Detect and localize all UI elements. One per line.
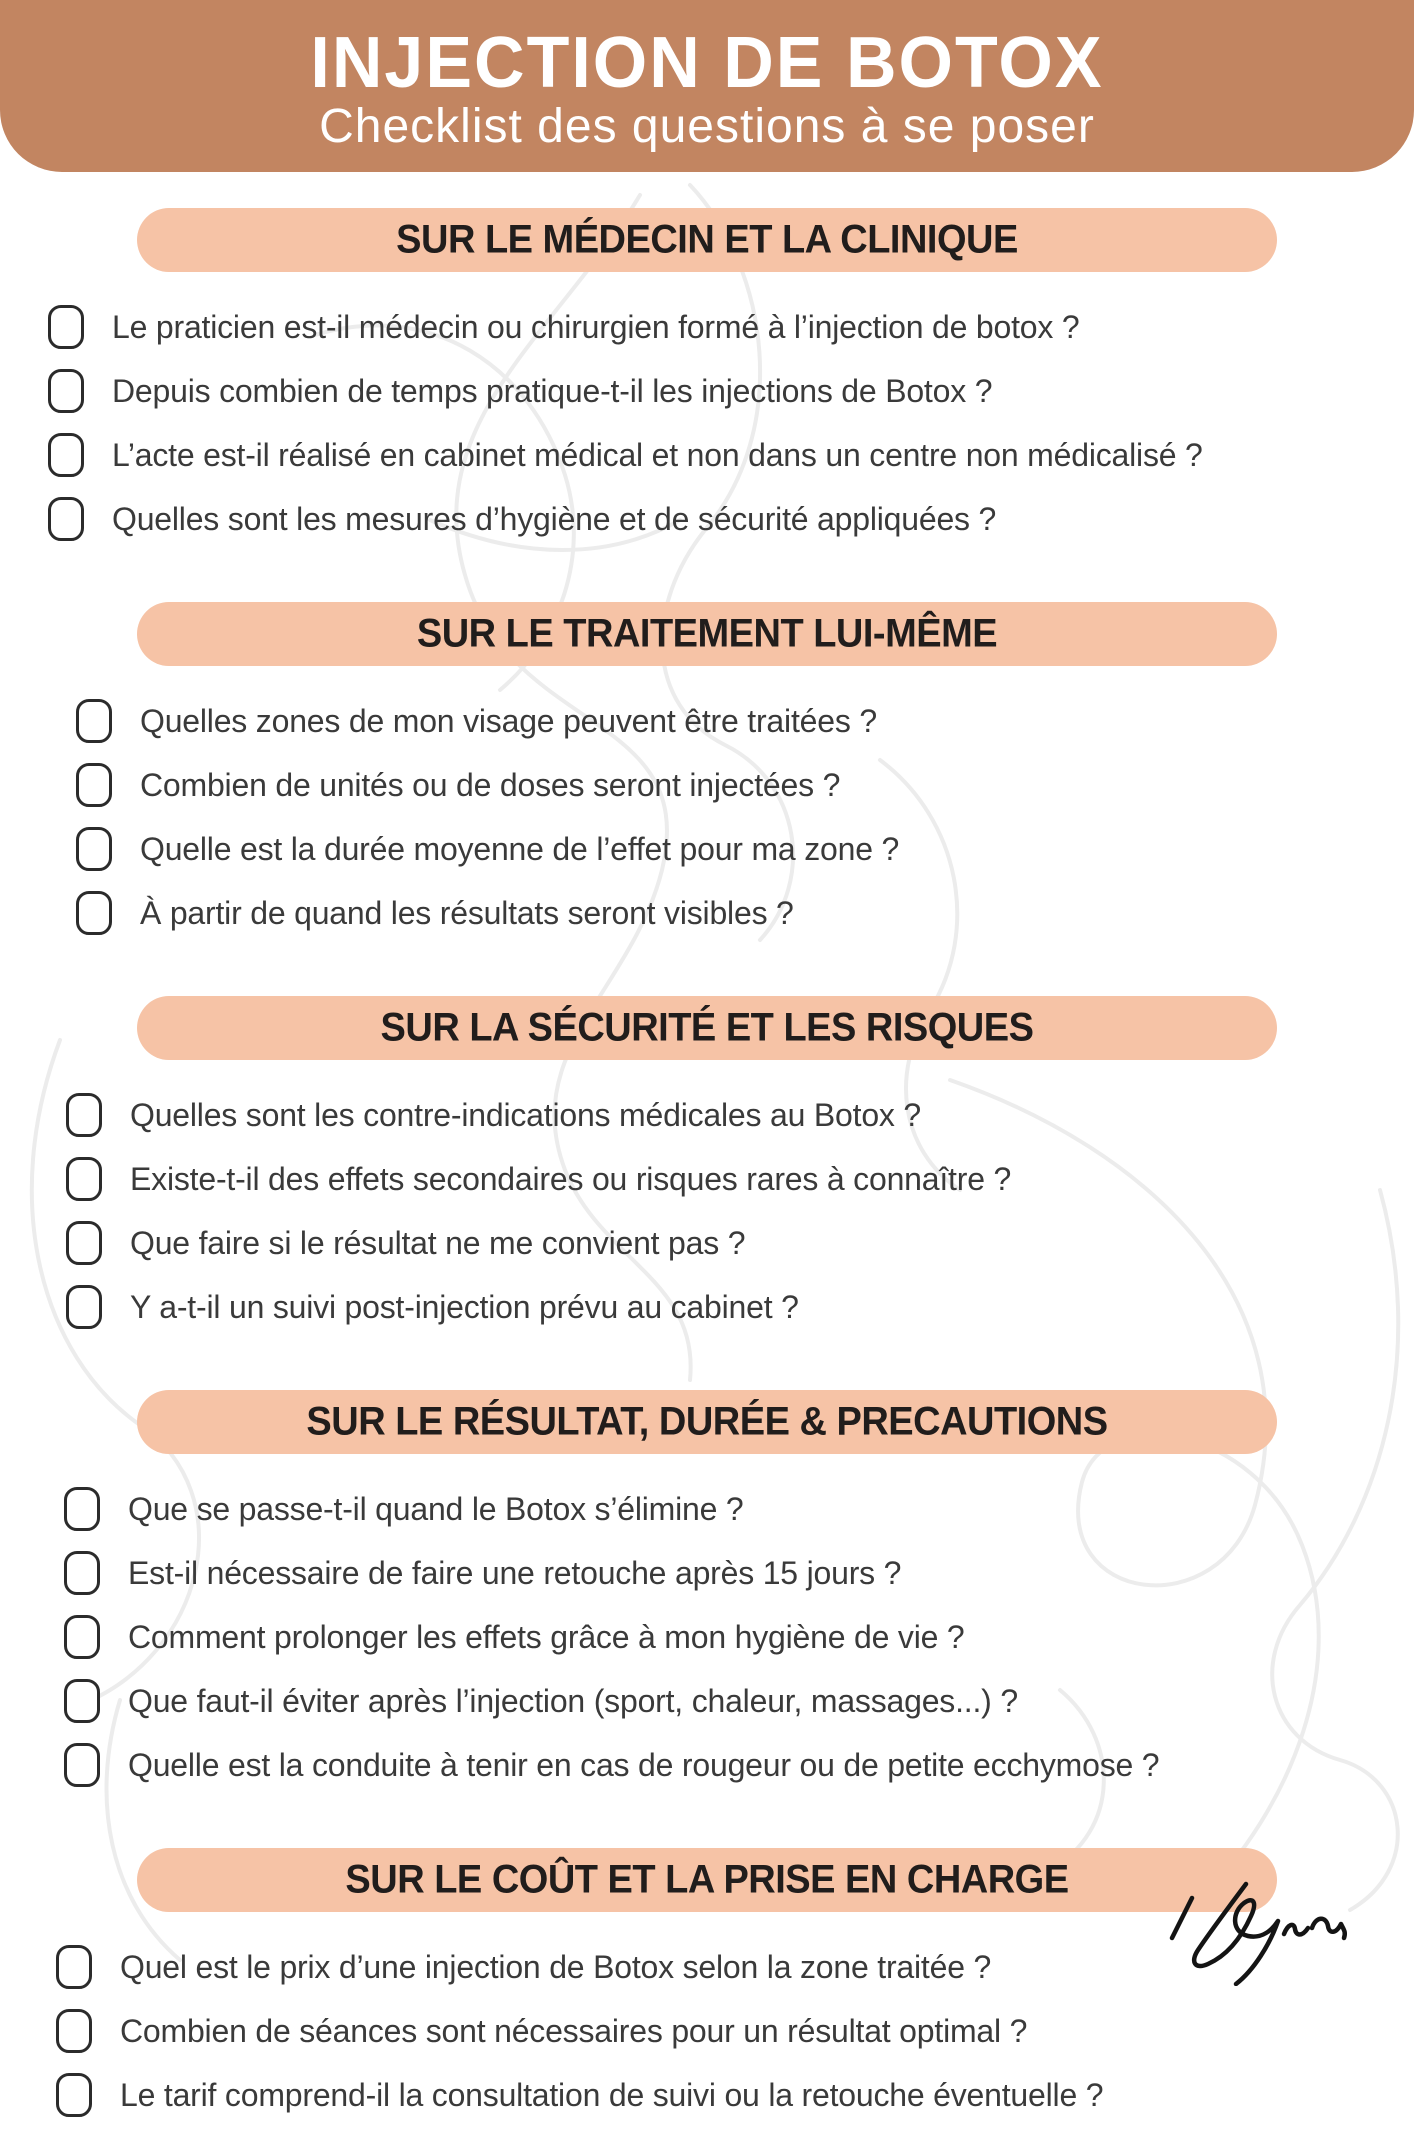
checkbox[interactable] <box>64 1487 100 1531</box>
checkbox[interactable] <box>48 497 84 541</box>
checklist-item-label: Quelle est la durée moyenne de l’effet pour ma zone ? <box>140 830 900 867</box>
checkbox[interactable] <box>56 2073 92 2117</box>
checkbox[interactable] <box>66 1285 102 1329</box>
checkbox[interactable] <box>76 763 112 807</box>
section-items <box>0 1092 1414 1348</box>
section-items <box>0 1486 1414 1806</box>
checklist-item-label: Quelles sont les contre-indications médicales au Botox ? <box>130 1096 922 1133</box>
checklist-item-label: Le praticien est-il médecin ou chirurgien formé à l’injection de botox ? <box>112 308 1080 345</box>
section-header-pill <box>137 1848 1277 1912</box>
checklist-item <box>76 762 1414 808</box>
checklist-item-label: Existe-t-il des effets secondaires ou risques rares à connaître ? <box>130 1160 1012 1197</box>
checklist-sections <box>0 208 1414 2136</box>
checkbox[interactable] <box>48 369 84 413</box>
section-header-pill <box>137 208 1277 272</box>
checklist-item <box>64 1614 1414 1660</box>
checkbox[interactable] <box>56 1945 92 1989</box>
section-items <box>0 304 1414 560</box>
checkbox[interactable] <box>64 1679 100 1723</box>
checklist-item <box>56 2072 1414 2118</box>
signature <box>1158 1866 1348 1986</box>
checklist-item-label: Combien de unités ou de doses seront injectées ? <box>140 766 841 803</box>
section-header-pill <box>137 602 1277 666</box>
checkbox[interactable] <box>64 1743 100 1787</box>
checklist-item <box>56 2008 1414 2054</box>
page-subtitle: Checklist des questions à se poser <box>319 100 1095 153</box>
checklist-section <box>0 602 1414 954</box>
checklist-item <box>48 368 1414 414</box>
checklist-item <box>64 1486 1414 1532</box>
checklist-item <box>64 1550 1414 1596</box>
section-header-pill <box>137 1390 1277 1454</box>
checklist-item-label: Que faire si le résultat ne me convient pas ? <box>130 1224 746 1261</box>
checklist-item-label: Comment prolonger les effets grâce à mon hygiène de vie ? <box>128 1618 965 1655</box>
checklist-item-label: Quel est le prix d’une injection de Botox selon la zone traitée ? <box>120 1948 992 1985</box>
checklist-item-label: Le tarif comprend-il la consultation de suivi ou la retouche éventuelle ? <box>120 2076 1104 2113</box>
section-header-pill <box>137 996 1277 1060</box>
page-title: INJECTION DE BOTOX <box>310 21 1104 103</box>
checkbox[interactable] <box>66 1221 102 1265</box>
checklist-item <box>66 1284 1414 1330</box>
checklist-section <box>0 996 1414 1348</box>
section-items <box>0 698 1414 954</box>
section-title: SUR LE TRAITEMENT LUI-MÊME <box>416 611 998 656</box>
checklist-item <box>64 1678 1414 1724</box>
checklist-section <box>0 208 1414 560</box>
checklist-item-label: Quelles zones de mon visage peuvent être traitées ? <box>140 702 877 739</box>
checklist-item <box>48 432 1414 478</box>
checklist-item <box>48 304 1414 350</box>
checkbox[interactable] <box>76 891 112 935</box>
header-banner <box>0 0 1414 172</box>
section-title: SUR LE RÉSULTAT, DURÉE & PRECAUTIONS <box>306 1399 1108 1444</box>
checklist-item <box>48 496 1414 542</box>
checkbox[interactable] <box>48 433 84 477</box>
section-title: SUR LE COÛT ET LA PRISE EN CHARGE <box>345 1857 1069 1902</box>
section-title: SUR LE MÉDECIN ET LA CLINIQUE <box>396 217 1018 262</box>
checklist-item <box>66 1220 1414 1266</box>
checkbox[interactable] <box>66 1093 102 1137</box>
checklist-item-label: Est-il nécessaire de faire une retouche après 15 jours ? <box>128 1554 902 1591</box>
checkbox[interactable] <box>66 1157 102 1201</box>
section-title: SUR LA SÉCURITÉ ET LES RISQUES <box>380 1005 1034 1050</box>
checkbox[interactable] <box>64 1615 100 1659</box>
checklist-item-label: L’acte est-il réalisé en cabinet médical et non dans un centre non médicalisé ? <box>112 436 1203 473</box>
checklist-item-label: Y a-t-il un suivi post-injection prévu au cabinet ? <box>130 1288 799 1325</box>
checklist-section <box>0 1390 1414 1806</box>
checklist-item-label: À partir de quand les résultats seront visibles ? <box>140 894 794 931</box>
checkbox[interactable] <box>76 699 112 743</box>
checklist-item <box>66 1156 1414 1202</box>
checklist-item-label: Depuis combien de temps pratique-t-il les injections de Botox ? <box>112 372 993 409</box>
checklist-item <box>76 826 1414 872</box>
checklist-item-label: Combien de séances sont nécessaires pour un résultat optimal ? <box>120 2012 1028 2049</box>
checklist-item <box>64 1742 1414 1788</box>
checklist-item <box>66 1092 1414 1138</box>
checkbox[interactable] <box>76 827 112 871</box>
checkbox[interactable] <box>56 2009 92 2053</box>
checklist-item <box>76 890 1414 936</box>
checkbox[interactable] <box>64 1551 100 1595</box>
checklist-item <box>76 698 1414 744</box>
checklist-item-label: Que se passe-t-il quand le Botox s’élimine ? <box>128 1490 744 1527</box>
checkbox[interactable] <box>48 305 84 349</box>
checklist-item-label: Quelle est la conduite à tenir en cas de rougeur ou de petite ecchymose ? <box>128 1746 1160 1783</box>
checklist-item-label: Que faut-il éviter après l’injection (sport, chaleur, massages...) ? <box>128 1682 1018 1719</box>
checklist-item-label: Quelles sont les mesures d’hygiène et de sécurité appliquées ? <box>112 500 997 537</box>
